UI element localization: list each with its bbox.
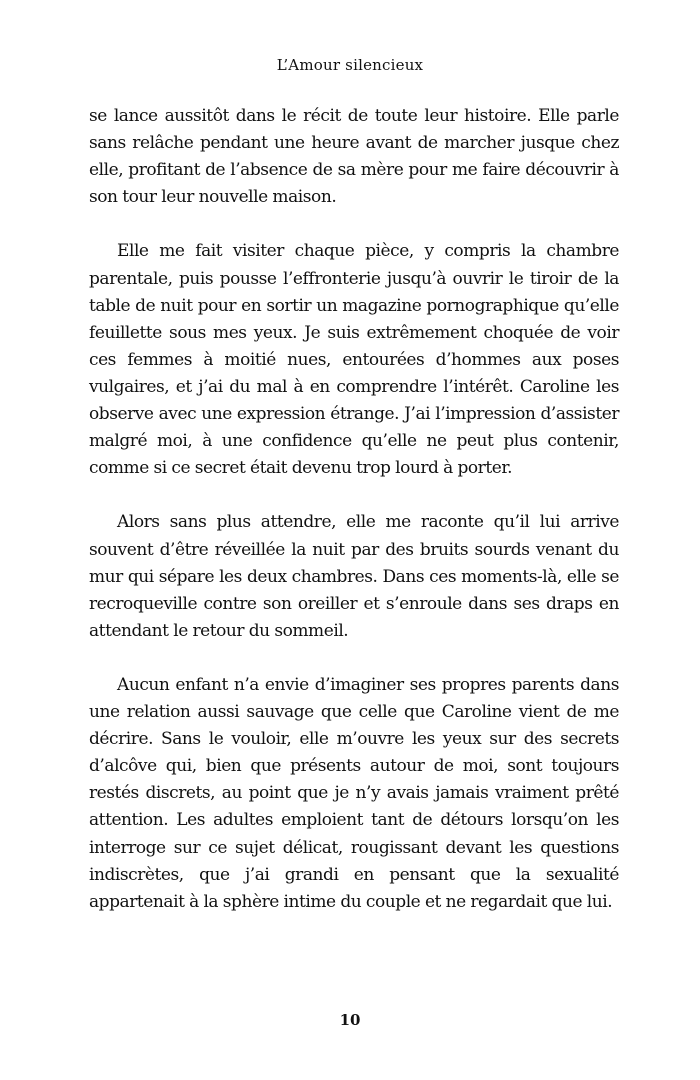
page-number: 10 [339,1011,361,1029]
running-header-title: L’Amour silencieux [276,56,424,74]
paragraph: Elle me fait visiter chaque pièce, y compris la chambre parentale, puis pousse l’effronterie jusqu’à ouvrir le tiroir de la table de nuit pour en sortir un magazine pornographique qu’elle feuillette sous mes yeux. Je suis extrêmement choquée de voir ces femmes à moitié nues, entourées d’hommes aux poses vulgaires, et j’ai du mal à en comprendre l’intérêt. Caroline les observe avec une expression étrange. J’ai l’impression d’assister malgré moi, à une confidence qu’elle ne peut plus contenir, comme si ce secret était devenu trop lourd à porter. [89,241,619,479]
paragraph: Alors sans plus attendre, elle me raconte qu’il lui arrive souvent d’être réveillée la nuit par des bruits sourds venant du mur qui sépare les deux chambres. Dans ces moments-là, elle se recroqueville contre son oreiller et s’enroule dans ses draps en attendant le retour du sommeil. [89,512,619,641]
paragraph: Aucun enfant n’a envie d’imaginer ses propres parents dans une relation aussi sauvage que celle que Caroline vient de me décrire. Sans le vouloir, elle m’ouvre les yeux sur des secrets d’alcôve qui, bien que présents autour de moi, sont toujours restés discrets, au point que je n’y avais jamais vraiment prêté attention. Les adultes emploient tant de détours lorsqu’on les interroge sur ce sujet délicat, rougissant devant les questions indiscrètes, que j’ai grandi en pensant que la sexualité appartenait à la sphère intime du couple et ne regardait que lui. [89,674,619,912]
body-text [89,103,619,916]
paragraph-continuation: se lance aussitôt dans le récit de toute leur histoire. Elle parle sans relâche pendant une heure avant de marcher jusque chez elle, profitant de l’absence de sa mère pour me faire découvrir à son tour leur nouvelle maison. [89,106,619,208]
